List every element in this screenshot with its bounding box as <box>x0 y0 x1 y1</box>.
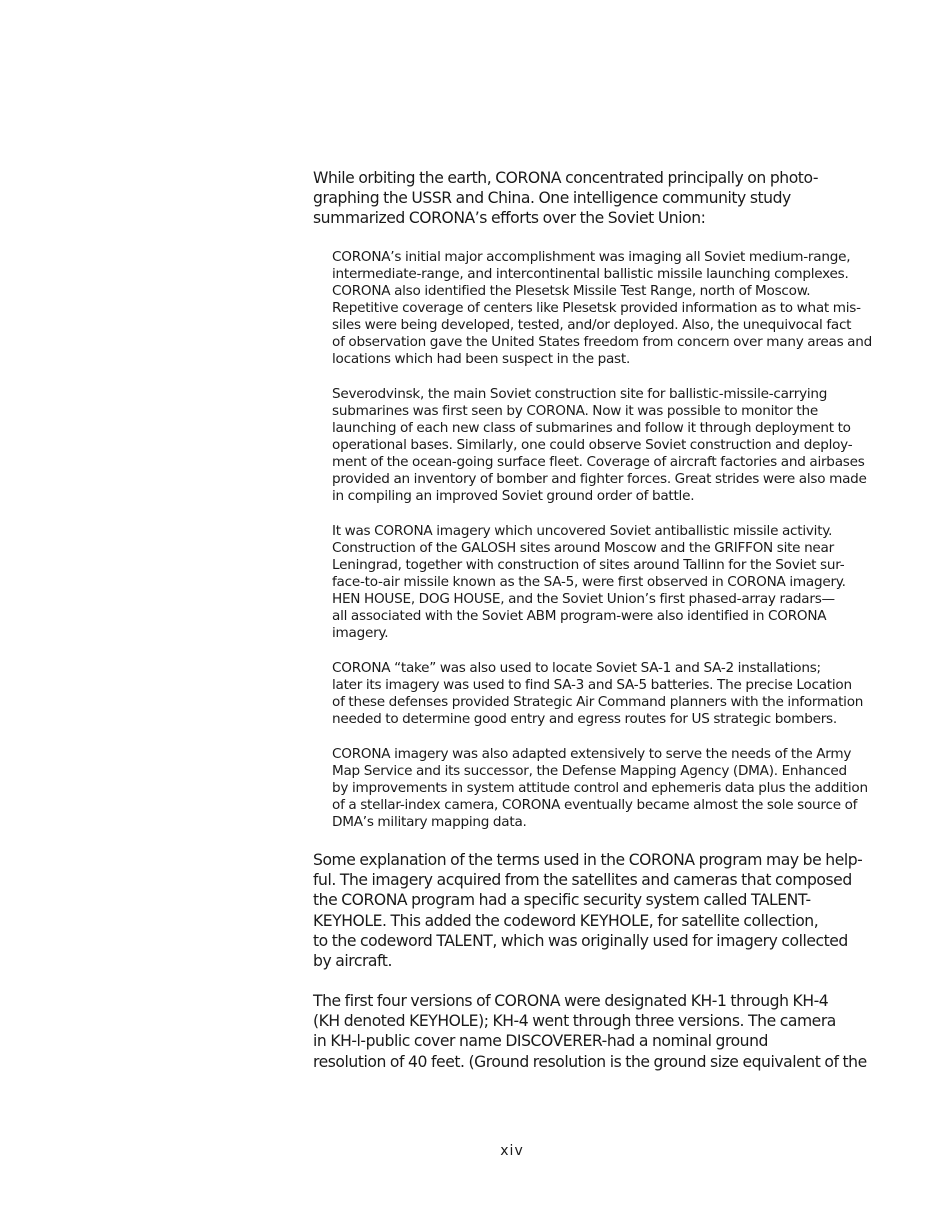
text-line: in compiling an improved Soviet ground order of battle. <box>332 488 695 504</box>
text-line: in KH-l-public cover name DISCOVERER-had a nominal ground <box>313 1032 769 1051</box>
text-line: Construction of the GALOSH sites around Moscow and the GRIFFON site near <box>332 540 834 556</box>
text-line: Leningrad, together with construction of sites around Tallinn for the Soviet sur- <box>332 557 845 573</box>
quote-paragraph-3 <box>332 523 846 642</box>
text-line: provided an inventory of bomber and fighter forces. Great strides were also made <box>332 471 867 487</box>
text-line: siles were being developed, tested, and/or deployed. Also, the unequivocal fact <box>332 317 852 333</box>
text-line: CORONA imagery was also adapted extensively to serve the needs of the Army <box>332 746 852 762</box>
quote-paragraph-1 <box>332 249 873 368</box>
text-line: submarines was first seen by CORONA. Now it was possible to monitor the <box>332 403 818 419</box>
text-line: HEN HOUSE, DOG HOUSE, and the Soviet Union’s first phased-array radars— <box>332 591 835 607</box>
text-line: ment of the ocean-going surface fleet. Coverage of aircraft factories and airbases <box>332 454 865 470</box>
body-paragraph-1 <box>313 850 863 971</box>
quote-paragraph-2 <box>332 386 867 505</box>
text-line: launching of each new class of submarines and follow it through deployment to <box>332 420 851 436</box>
text-line: of a stellar-index camera, CORONA eventually became almost the sole source of <box>332 797 858 813</box>
text-line: by improvements in system attitude control and ephemeris data plus the addition <box>332 780 868 796</box>
text-line: of observation gave the United States freedom from concern over many areas and <box>332 334 873 350</box>
text-line: locations which had been suspect in the past. <box>332 351 631 367</box>
text-line: While orbiting the earth, CORONA concentrated principally on photo- <box>313 169 819 187</box>
text-line: needed to determine good entry and egress routes for US strategic bombers. <box>332 711 837 727</box>
text-line: face-to-air missile known as the SA-5, were first observed in CORONA imagery. <box>332 574 846 590</box>
text-line: all associated with the Soviet ABM program-were also identified in CORONA <box>332 608 827 624</box>
quote-paragraph-4 <box>332 660 864 728</box>
text-line: Map Service and its successor, the Defense Mapping Agency (DMA). Enhanced <box>332 763 847 779</box>
body-paragraph-2 <box>313 991 867 1072</box>
text-line: Some explanation of the terms used in the CORONA program may be help- <box>313 851 863 869</box>
text-line: by aircraft. <box>313 952 392 971</box>
quote-paragraph-5 <box>332 746 868 831</box>
text-line: the CORONA program had a specific security system called TALENT- <box>313 891 811 910</box>
text-line: summarized CORONA’s efforts over the Soviet Union: <box>313 209 706 228</box>
text-line: to the codeword TALENT, which was originally used for imagery collected <box>313 931 848 950</box>
text-line: CORONA “take” was also used to locate Soviet SA-1 and SA-2 installations; <box>332 660 821 676</box>
text-line: graphing the USSR and China. One intelligence community study <box>313 189 791 208</box>
text-line: intermediate-range, and intercontinental ballistic missile launching complexes. <box>332 266 849 282</box>
text-line: Repetitive coverage of centers like Plesetsk provided information as to what mis- <box>332 300 861 316</box>
text-line: (KH denoted KEYHOLE); KH-4 went through three versions. The camera <box>313 1012 836 1031</box>
text-line: imagery. <box>332 625 389 641</box>
text-line: Severodvinsk, the main Soviet construction site for ballistic-missile-carrying <box>332 386 828 402</box>
text-line: The first four versions of CORONA were designated KH-1 through KH-4 <box>313 992 829 1010</box>
page-number: xiv <box>500 1143 524 1159</box>
text-line: resolution of 40 feet. (Ground resolution is the ground size equivalent of the <box>313 1052 867 1071</box>
text-line: ful. The imagery acquired from the satellites and cameras that composed <box>313 871 852 890</box>
text-line: DMA’s military mapping data. <box>332 814 527 830</box>
text-line: later its imagery was used to find SA-3 and SA-5 batteries. The precise Location <box>332 677 852 693</box>
intro-paragraph <box>313 168 858 229</box>
text-line: It was CORONA imagery which uncovered Soviet antiballistic missile activity. <box>332 523 833 539</box>
text-line: KEYHOLE. This added the codeword KEYHOLE, for satellite collection, <box>313 911 819 930</box>
text-line: CORONA’s initial major accomplishment was imaging all Soviet medium-range, <box>332 249 851 265</box>
text-line: CORONA also identified the Plesetsk Missile Test Range, north of Moscow. <box>332 283 811 299</box>
text-line: of these defenses provided Strategic Air Command planners with the information <box>332 694 864 710</box>
text-line: operational bases. Similarly, one could observe Soviet construction and deploy- <box>332 437 853 453</box>
